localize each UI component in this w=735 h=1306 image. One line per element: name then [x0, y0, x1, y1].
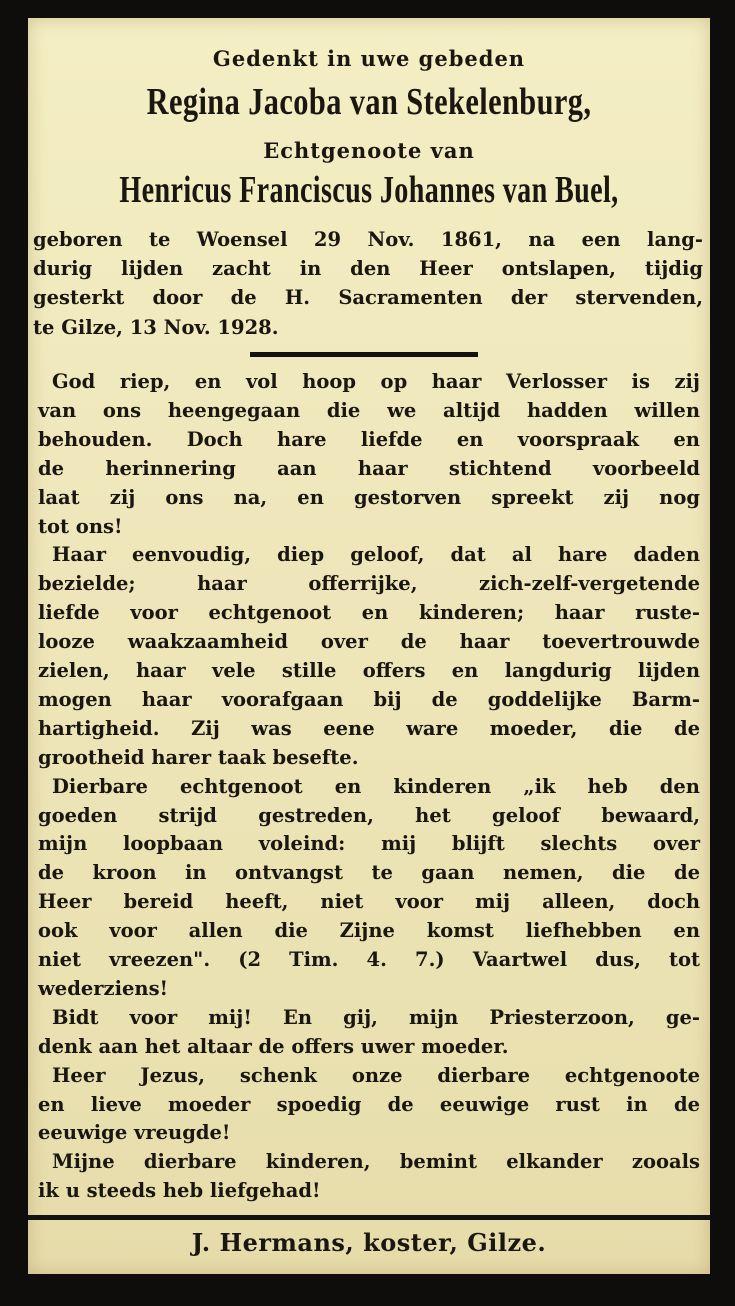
- card-paper: [28, 18, 710, 1274]
- body-line: laat zij ons na, en gestorven spreekt zij nog: [38, 485, 700, 509]
- printer-credit: J. Hermans, koster, Gilze.: [191, 1228, 547, 1257]
- footer-rule: [28, 1215, 710, 1220]
- body-line: liefde voor echtgenoot en kinderen; haar ruste-: [38, 601, 700, 625]
- bio-line: gesterkt door de H. Sacramenten der stervenden,: [33, 286, 703, 310]
- heading: Gedenkt in uwe gebeden: [212, 46, 526, 71]
- body-line: Bidt voor mij! En gij, mijn Priesterzoon, ge-: [52, 1005, 700, 1029]
- body-line: niet vreezen". (2 Tim. 4. 7.) Vaartwel dus, tot: [38, 948, 700, 971]
- relation-text: Echtgenoote van: [263, 138, 475, 163]
- body-line: grootheid harer taak besefte.: [38, 745, 359, 769]
- body-line: Heer bereid heeft, niet voor mij alleen, doch: [38, 890, 700, 914]
- body-line: wederziens!: [38, 976, 169, 1000]
- body-line: de herinnering aan haar stichtend voorbeeld: [38, 456, 700, 480]
- body-line: mogen haar voorafgaan bij de goddelijke Barm-: [38, 687, 700, 711]
- bio-line: geboren te Woensel 29 Nov. 1861, na een lang-: [33, 228, 703, 251]
- body-line: looze waakzaamheid over de haar toevertrouwde: [38, 630, 700, 654]
- body-line: denk aan het altaar de offers uwer moeder.: [38, 1034, 509, 1058]
- body-line: ik u steeds heb liefgehad!: [38, 1179, 321, 1203]
- body-line: zielen, haar vele stille offers en langdurig lijden: [38, 659, 700, 682]
- body-line: eeuwige vreugde!: [38, 1121, 231, 1145]
- body-line: van ons heengegaan die we altijd hadden willen: [38, 398, 700, 422]
- spouse-name: Henricus Franciscus Johannes van Buel,: [119, 169, 619, 211]
- body-line: Haar eenvoudig, diep geloof, dat al hare daden: [52, 543, 700, 567]
- body-line: tot ons!: [38, 514, 123, 538]
- body-line: de kroon in ontvangst te gaan nemen, die de: [38, 861, 700, 885]
- bio-line: te Gilze, 13 Nov. 1928.: [33, 315, 279, 339]
- body-line: Dierbare echtgenoot en kinderen „ik heb den: [52, 774, 700, 798]
- body-line: Mijne dierbare kinderen, bemint elkander zooals: [52, 1150, 700, 1174]
- body-line: mijn loopbaan voleind: mij blijft slechts over: [38, 832, 700, 856]
- body-line: en lieve moeder spoedig de eeuwige rust in de: [38, 1092, 700, 1116]
- body-line: behouden. Doch hare liefde en voorspraak en: [38, 427, 700, 451]
- divider-line: [250, 352, 478, 357]
- body-line: hartigheid. Zij was eene ware moeder, die de: [38, 716, 700, 740]
- body-line: Heer Jezus, schenk onze dierbare echtgenoote: [52, 1063, 700, 1087]
- bio-line: durig lijden zacht in den Heer ontslapen, tijdig: [33, 257, 703, 281]
- deceased-name: Regina Jacoba van Stekelenburg,: [146, 81, 592, 123]
- body-line: ook voor allen die Zijne komst liefhebben en: [38, 919, 700, 943]
- body-line: God riep, en vol hoop op haar Verlosser is zij: [52, 370, 700, 393]
- body-line: bezielde; haar offerrijke, zich-zelf-vergetende: [38, 572, 700, 596]
- body-line: goeden strijd gestreden, het geloof bewaard,: [38, 803, 700, 827]
